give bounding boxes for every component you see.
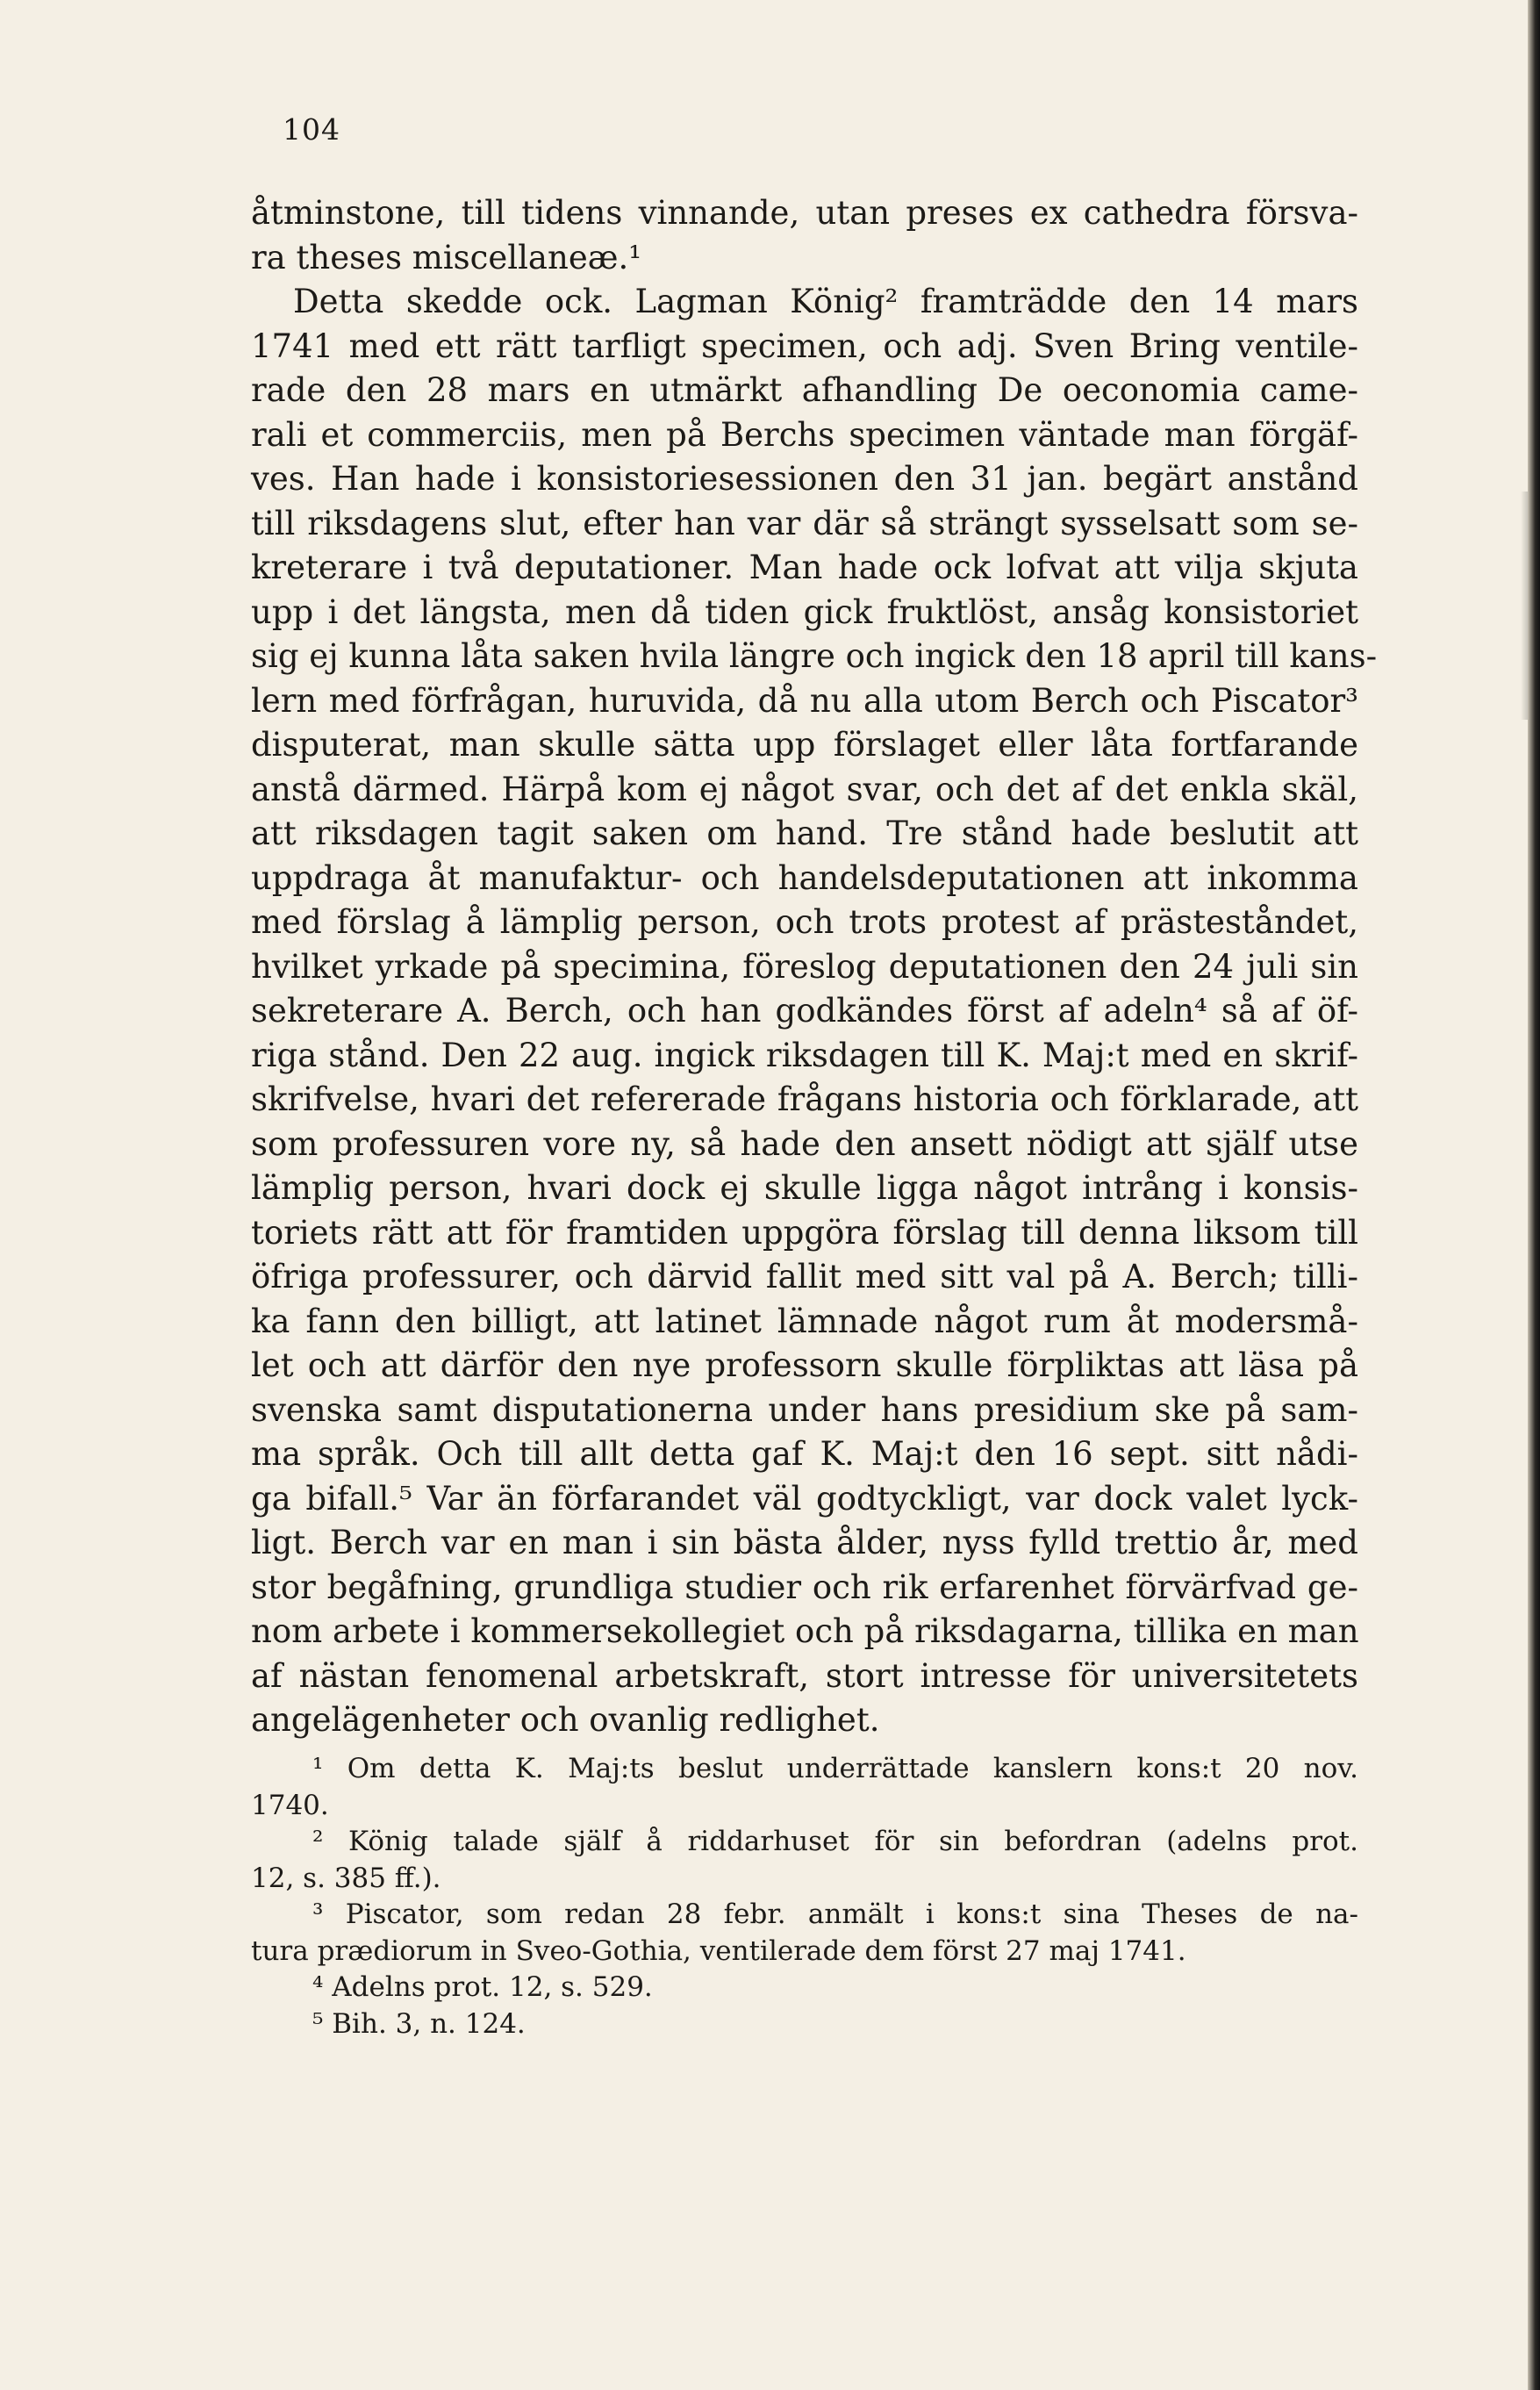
body-line: let och att därför den nye professorn skulle förpliktas att läsa på [251,1346,1358,1384]
body-line: rali et commerciis, men på Berchs specimen väntade man förgäf- [251,415,1358,454]
body-line: skrifvelse, hvari det refererade frågans historia och förklarade, att [251,1080,1358,1118]
body-line: sig ej kunna låta saken hvila längre och ingick den 18 april till kans- [251,637,1378,675]
page-fold-shadow [1521,492,1528,720]
body-line: att riksdagen tagit saken om hand. Tre stånd hade beslutit att [251,815,1358,852]
body-line: lämplig person, hvari dock ej skulle ligga något intrång i konsis- [251,1169,1358,1207]
body-line: disputerat, man skulle sätta upp förslaget eller låta fortfarande [251,726,1358,764]
body-line: svenska samt disputationerna under hans presidium ske på sam- [251,1390,1358,1429]
body-line: till riksdagens slut, efter han var där så strängt sysselsatt som se- [251,504,1358,542]
footnote-line: ⁴ Adelns prot. 12, s. 529. [312,1971,653,2003]
body-line: 1741 med ett rätt tarfligt specimen, och adj. Sven Bring ventile- [251,327,1358,365]
footnote-line: 1740. [251,1789,329,1821]
footnote-line: ⁵ Bih. 3, n. 124. [312,2007,526,2040]
footnote-line: ³ Piscator, som redan 28 febr. anmält i kons:t sina Theses de na- [312,1898,1358,1930]
body-line: med förslag å lämplig person, och trots protest af prästeståndet, [251,903,1358,941]
body-line: ga bifall.⁵ Var än förfarandet väl godtyckligt, var dock valet lyck- [251,1479,1358,1518]
body-line: toriets rätt att för framtiden uppgöra förslag till denna liksom till [251,1213,1358,1252]
body-line: ves. Han hade i konsistoriesessionen den 31 jan. begärt anstånd [251,460,1358,498]
body-line: lern med förfrågan, huruvida, då nu alla utom Berch och Piscator³ [251,681,1358,720]
body-line: ka fann den billigt, att latinet lämnade något rum åt modersmå- [251,1302,1358,1340]
footnote-line: ¹ Om detta K. Maj:ts beslut underrättade kanslern kons:t 20 nov. [312,1753,1358,1784]
footnote-line: tura prædiorum in Sveo-Gothia, ventilerade dem först 27 maj 1741. [251,1934,1186,1967]
body-line: upp i det längsta, men då tiden gick fruktlöst, ansåg konsistoriet [251,592,1358,631]
body-line: kreterare i två deputationer. Man hade ock lofvat att vilja skjuta [251,549,1358,586]
body-line: sekreterare A. Berch, och han godkändes först af adeln⁴ så af öf- [251,992,1358,1030]
body-line: åtminstone, till tidens vinnande, utan preses ex cathedra försva- [251,194,1358,232]
body-line: ra theses miscellaneæ.¹ [251,238,642,276]
body-line: hvilket yrkade på specimina, föreslog deputationen den 24 juli sin [251,947,1358,986]
footnotes [251,1751,1358,2042]
body-line: angelägenheter och ovanlig redlighet. [251,1701,880,1739]
footnote-line: 12, s. 385 ff.). [251,1862,441,1894]
body-line: Detta skedde ock. Lagman König² framträdde den 14 mars [293,283,1358,320]
body-text [251,191,1378,1743]
footnote-line: ² König talade själf å riddarhuset för sin befordran (adelns prot. [312,1826,1358,1857]
body-line: uppdraga åt manufaktur- och handelsdeputationen att inkomma [251,858,1358,897]
page-edge-shadow [1528,0,1540,2390]
page-number: 104 [283,112,340,147]
body-line: nom arbete i kommersekollegiet och på riksdagarna, tillika en man [251,1612,1359,1650]
body-line: af nästan fenomenal arbetskraft, stort intresse för universitetets [251,1656,1358,1695]
body-line: öfriga professurer, och därvid fallit med sitt val på A. Berch; tilli- [251,1258,1358,1295]
body-line: anstå därmed. Härpå kom ej något svar, och det af det enkla skäl, [251,770,1358,808]
body-line: rade den 28 mars en utmärkt afhandling De oeconomia came- [251,371,1358,409]
body-line: ma språk. Och till allt detta gaf K. Maj:t den 16 sept. sitt nådi- [251,1435,1358,1473]
body-line: stor begåfning, grundliga studier och rik erfarenhet förvärfvad ge- [251,1568,1358,1606]
body-line: ligt. Berch var en man i sin bästa ålder, nyss fylld trettio år, med [251,1524,1358,1561]
body-line: som professuren vore ny, så hade den ansett nödigt att själf utse [251,1124,1358,1163]
body-line: riga stånd. Den 22 aug. ingick riksdagen till K. Maj:t med en skrif- [251,1036,1358,1074]
